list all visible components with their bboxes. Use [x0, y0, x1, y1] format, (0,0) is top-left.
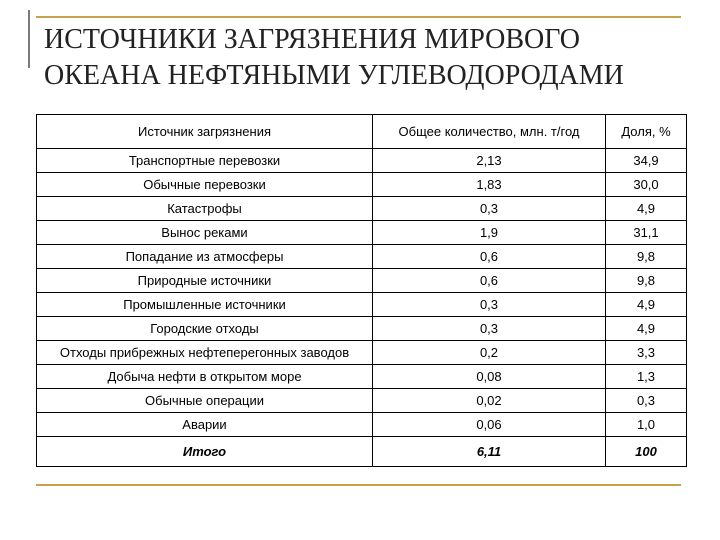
- cell-source: Попадание из атмосферы: [37, 245, 373, 269]
- page-title: [44, 22, 704, 94]
- page-title-line-1: ИСТОЧНИКИ ЗАГРЯЗНЕНИЯ МИРОВОГО: [44, 24, 580, 55]
- cell-amount: 0,2: [373, 341, 606, 365]
- title-left-rule: [28, 10, 30, 68]
- table-row: [37, 293, 687, 317]
- cell-share: 4,9: [606, 197, 687, 221]
- header-source: Источник загрязнения: [37, 115, 373, 149]
- cell-share: 1,3: [606, 365, 687, 389]
- cell-source: Промышленные источники: [37, 293, 373, 317]
- cell-share: 30,0: [606, 173, 687, 197]
- cell-amount: 0,02: [373, 389, 606, 413]
- table-row: [37, 221, 687, 245]
- cell-source: Обычные операции: [37, 389, 373, 413]
- page-title-line-2: ОКЕАНА НЕФТЯНЫМИ УГЛЕВОДОРОДАМИ: [44, 60, 624, 91]
- cell-source: Аварии: [37, 413, 373, 437]
- table-row: [37, 149, 687, 173]
- cell-amount: 1,9: [373, 221, 606, 245]
- cell-share: 4,9: [606, 317, 687, 341]
- table-row: [37, 269, 687, 293]
- cell-source: Вынос реками: [37, 221, 373, 245]
- cell-amount: 1,83: [373, 173, 606, 197]
- cell-amount: 0,3: [373, 197, 606, 221]
- cell-source: Природные источники: [37, 269, 373, 293]
- table-total-row: [37, 437, 687, 467]
- table-row: [37, 317, 687, 341]
- total-share: 100: [606, 437, 687, 467]
- cell-source: Транспортные перевозки: [37, 149, 373, 173]
- cell-share: 3,3: [606, 341, 687, 365]
- cell-source: Добыча нефти в открытом море: [37, 365, 373, 389]
- table-row: [37, 389, 687, 413]
- total-label: Итого: [37, 437, 373, 467]
- table-row: [37, 413, 687, 437]
- table-header-row: [37, 115, 687, 149]
- total-amount: 6,11: [373, 437, 606, 467]
- table-row: [37, 197, 687, 221]
- cell-share: 31,1: [606, 221, 687, 245]
- cell-source: Обычные перевозки: [37, 173, 373, 197]
- cell-source: Отходы прибрежных нефтеперегонных заводов: [37, 341, 373, 365]
- header-amount: Общее количество, млн. т/год: [373, 115, 606, 149]
- pollution-sources-table: [36, 114, 687, 467]
- cell-amount: 0,6: [373, 245, 606, 269]
- cell-source: Городские отходы: [37, 317, 373, 341]
- cell-share: 4,9: [606, 293, 687, 317]
- bottom-divider: [36, 484, 681, 486]
- table-row: [37, 245, 687, 269]
- cell-amount: 0,06: [373, 413, 606, 437]
- cell-share: 1,0: [606, 413, 687, 437]
- cell-source: Катастрофы: [37, 197, 373, 221]
- table-row: [37, 341, 687, 365]
- cell-amount: 0,3: [373, 317, 606, 341]
- cell-share: 34,9: [606, 149, 687, 173]
- cell-amount: 0,3: [373, 293, 606, 317]
- top-divider: [36, 16, 681, 18]
- cell-share: 9,8: [606, 269, 687, 293]
- header-share: Доля, %: [606, 115, 687, 149]
- cell-amount: 0,6: [373, 269, 606, 293]
- table-row: [37, 173, 687, 197]
- cell-amount: 0,08: [373, 365, 606, 389]
- cell-amount: 2,13: [373, 149, 606, 173]
- table-row: [37, 365, 687, 389]
- cell-share: 0,3: [606, 389, 687, 413]
- cell-share: 9,8: [606, 245, 687, 269]
